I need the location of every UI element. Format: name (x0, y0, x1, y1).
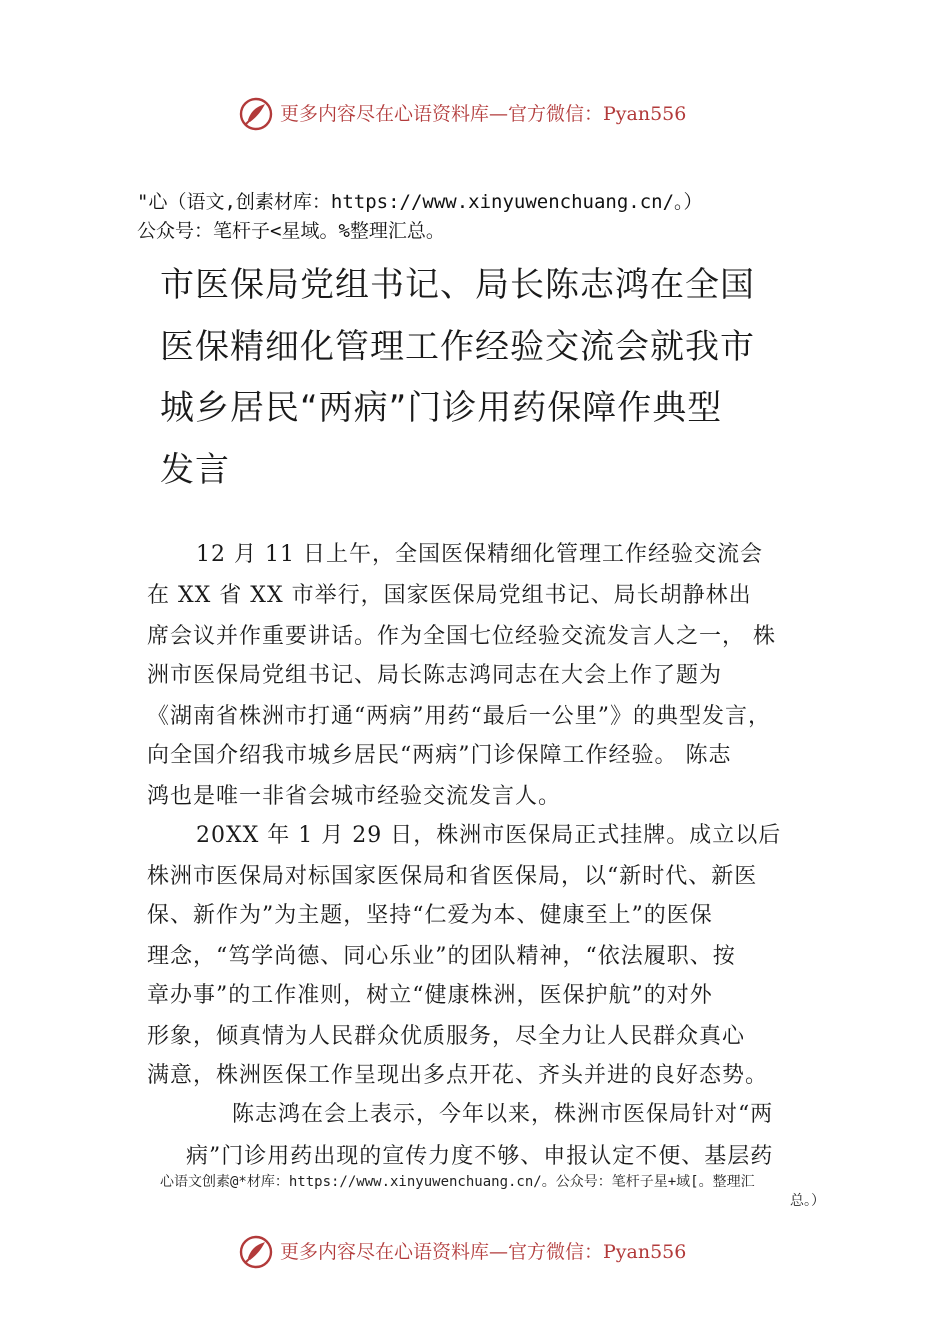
body-line: 理念，“笃学尚德、同心乐业”的团队精神，“依法履职、按 (147, 944, 736, 969)
body-line: 席会议并作重要讲话。作为全国七位经验交流发言人之一， 株 (147, 624, 776, 649)
banner-text (280, 103, 686, 125)
body-line: 在 XX 省 XX 市举行，国家医保局党组书记、局长胡静林出 (147, 583, 752, 608)
body-line: 向全国介绍我市城乡居民“两病”门诊保障工作经验。 陈志 (147, 743, 732, 768)
banner-wechat-id: Pyan556 (603, 103, 687, 125)
footer-note-line-1: 心语文创素@*材库：https://www.xinyuwenchuang.cn/。公众号：笔杆子星+域[。整理汇 (160, 1174, 755, 1190)
body-line: 鸿也是唯一非省会城市经验交流发言人。 (147, 784, 562, 809)
body-line: 20XX 年 1 月 29 日，株洲市医保局正式挂牌。成立以后 (196, 823, 782, 848)
bottom-banner (0, 1232, 950, 1272)
body-line: 形象，倾真情为人民群众优质服务，尽全力让人民群众真心 (147, 1024, 746, 1049)
top-banner (0, 94, 950, 134)
document-title-line-2: 医保精细化管理工作经验交流会就我市 (160, 327, 755, 367)
body-line: 株洲市医保局对标国家医保局和省医保局，以“新时代、新医 (147, 864, 758, 889)
brand-logo-icon (238, 1234, 274, 1270)
body-line: 12 月 11 日上午，全国医保精细化管理工作经验交流会 (196, 542, 763, 567)
body-line: 陈志鸿在会上表示，今年以来，株洲市医保局针对“两 (232, 1102, 774, 1127)
footer-note-line-2: 总。） (790, 1193, 825, 1209)
banner-wechat-id: Pyan556 (603, 1241, 687, 1263)
body-line: 满意，株洲医保工作呈现出多点开花、齐头并进的良好态势。 (147, 1063, 769, 1088)
document-title-line-1: 市医保局党组书记、局长陈志鸿在全国 (160, 265, 755, 305)
banner-text (280, 1241, 686, 1263)
body-line: 保、新作为”为主题，坚持“仁爱为本、健康至上”的医保 (147, 903, 713, 928)
source-note-line-1: "心（语文,创素材库：https://www.xinyuwenchuang.cn/。） (137, 191, 703, 213)
document-title-line-3: 城乡居民“两病”门诊用药保障作典型 (160, 388, 723, 428)
body-line: 病”门诊用药出现的宣传力度不够、申报认定不便、基层药 (186, 1144, 774, 1169)
body-line: 洲市医保局党组书记、局长陈志鸿同志在大会上作了题为 (147, 663, 723, 688)
brand-logo-icon (238, 96, 274, 132)
banner-label: 更多内容尽在心语资料库—官方微信： (280, 103, 604, 125)
document-title-line-4: 发言 (160, 450, 230, 490)
body-line: 章办事”的工作准则，树立“健康株洲，医保护航”的对外 (147, 983, 713, 1008)
banner-label: 更多内容尽在心语资料库—官方微信： (280, 1241, 604, 1263)
source-note-line-2: 公众号：笔杆子<星域。%整理汇总。 (137, 220, 445, 242)
body-line: 《湖南省株洲市打通“两病”用药“最后一公里”》的典型发言， (147, 704, 771, 729)
